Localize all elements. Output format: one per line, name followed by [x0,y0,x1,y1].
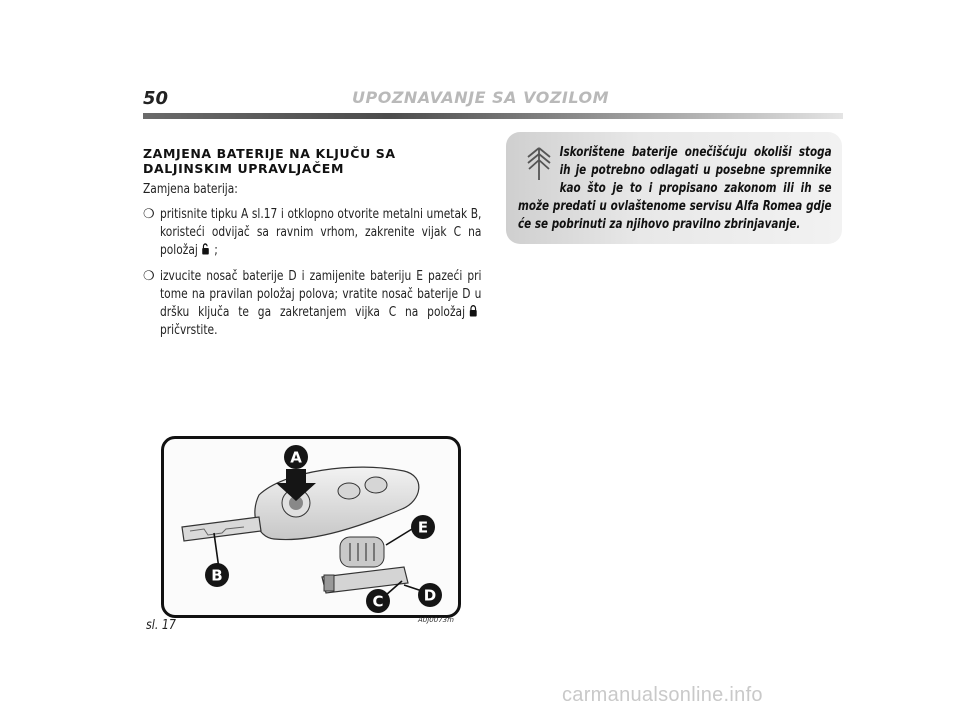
svg-text:E: E [417,518,429,537]
section-heading: ZAMJENA BATERIJE NA KLJUČU SA DALJINSKIM UPRAVLJAČEM [143,146,396,176]
callout-b [205,563,229,587]
figure-frame [161,436,461,618]
locked-padlock-icon [468,305,478,317]
instruction-list [143,206,483,348]
running-title: UPOZNAVANJE SA VOZILOM [352,88,610,107]
intro-text: Zamjena baterija: [143,182,238,197]
bullet-icon: ❍ [143,207,155,222]
callout-e [411,515,435,539]
list-item-text-part: izvucite nosač baterije D i zamijenite bateriju E pazeći pri tome na pravilan položaj polova; vratite nosač baterije D u dršku ključa te ga zakretanjem vijka C na položaj [160,269,482,320]
svg-text:A: A [290,448,302,467]
list-item [143,206,483,260]
bullet-icon: ❍ [143,269,155,284]
unlocked-padlock-icon [201,243,211,255]
callout-a [284,445,308,469]
list-item [143,268,483,340]
list-item-text [160,206,481,260]
list-item-text-end: ; [214,243,218,258]
list-item-text-end: pričvrstite. [160,323,218,338]
figure-code: A0J0073m [418,616,454,624]
svg-text:B: B [211,566,223,585]
list-item-text-part: pritisnite tipku A sl.17 i otklopno otvorite metalni umetak B, koristeći odvijač sa ravnim vrhom, zakrenite vijak C na položaj [160,207,482,258]
watermark: carmanualsonline.info [562,684,763,706]
svg-text:D: D [423,586,437,605]
callout-c [366,589,390,613]
svg-text:C: C [372,592,384,611]
warning-text: Iskorištene baterije onečišćuju okoliši stoga ih je potrebno odlagati u posebne spremnike kao što je to i propisano zakonom ili ih se može predati u ovlaštenome servisu Alfa Romea gdje će se pobrinuti za njihovo pravilno zbrinjavanje. [518,145,832,232]
page-number: 50 [143,88,169,109]
list-item-text [160,268,481,340]
callout-d [418,583,442,607]
environment-warning-box [506,132,842,244]
figure-caption: sl. 17 [146,618,176,633]
key-illustration [164,439,458,615]
header-rule [143,113,843,119]
